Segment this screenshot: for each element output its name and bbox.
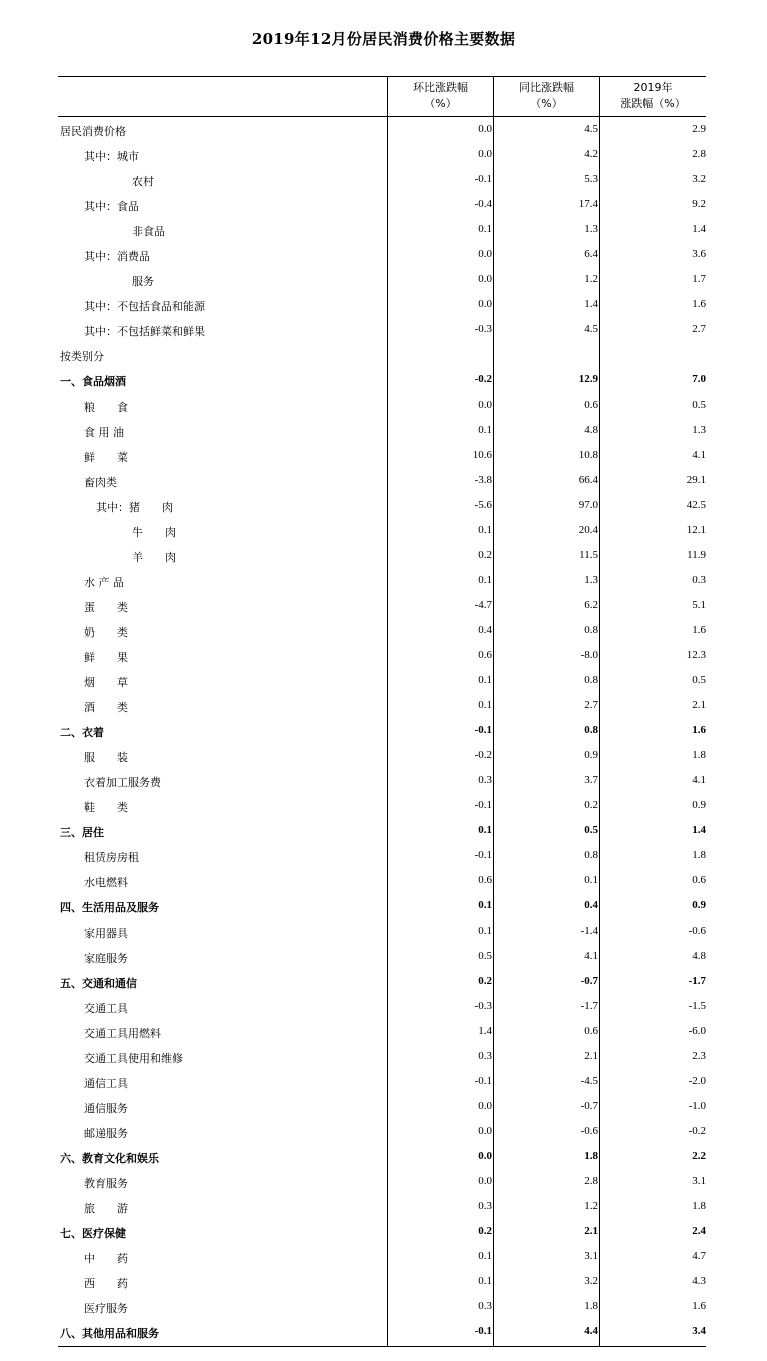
row-label: 交通工具使用和维修 xyxy=(84,1051,183,1065)
value-mom: 0.0 xyxy=(478,248,492,261)
table-row xyxy=(58,443,706,468)
value-mom: 10.6 xyxy=(472,448,492,461)
row-label: 水 产 品 xyxy=(84,575,124,589)
value-yoy: 1.4 xyxy=(584,298,598,311)
row-label: 按类别分 xyxy=(60,350,104,364)
row-label: 烟 草 xyxy=(84,676,128,690)
value-yoy: 11.5 xyxy=(579,548,598,561)
value-yoy: 1.3 xyxy=(584,573,598,586)
value-yoy: 0.9 xyxy=(584,749,598,762)
value-ytd: -0.6 xyxy=(688,924,706,937)
table-row xyxy=(58,668,706,693)
value-ytd: 2.3 xyxy=(692,1049,706,1062)
value-yoy: 0.1 xyxy=(584,874,598,887)
table-row xyxy=(58,242,706,267)
value-ytd: 2.7 xyxy=(692,323,706,336)
value-ytd: 1.7 xyxy=(692,273,706,286)
value-yoy: 4.8 xyxy=(584,423,598,436)
row-label: 其中：不包括鲜菜和鲜果 xyxy=(84,325,205,339)
value-yoy: 0.8 xyxy=(584,724,598,737)
table-row xyxy=(58,493,706,518)
row-label: 鲜 果 xyxy=(84,650,128,664)
value-ytd: 29.1 xyxy=(686,473,706,486)
value-mom: 0.0 xyxy=(478,1124,492,1137)
row-label: 其中：城市 xyxy=(84,150,139,164)
value-ytd: -6.0 xyxy=(688,1024,706,1037)
table-row xyxy=(58,1319,706,1344)
value-mom: 0.1 xyxy=(478,523,492,536)
value-yoy: -1.7 xyxy=(580,999,598,1012)
value-ytd: 1.6 xyxy=(692,1300,706,1313)
value-yoy: 4.5 xyxy=(584,323,598,336)
row-label: 非食品 xyxy=(132,225,165,239)
value-ytd: 1.8 xyxy=(692,749,706,762)
value-mom: 0.0 xyxy=(478,398,492,411)
value-mom: 1.4 xyxy=(478,1024,492,1037)
value-ytd: 4.7 xyxy=(692,1250,706,1263)
value-yoy: 0.5 xyxy=(584,824,598,837)
value-ytd: 1.6 xyxy=(692,724,706,737)
row-label: 服务 xyxy=(132,275,154,289)
value-yoy: -0.7 xyxy=(580,974,598,987)
value-yoy: -0.6 xyxy=(580,1124,598,1137)
value-ytd: 3.1 xyxy=(692,1174,706,1187)
value-mom: 0.5 xyxy=(478,949,492,962)
header-ytd xyxy=(600,80,706,112)
value-ytd: 3.4 xyxy=(692,1325,706,1338)
row-label: 居民消费价格 xyxy=(60,125,126,138)
table-row xyxy=(58,1119,706,1144)
value-yoy: 4.5 xyxy=(584,123,598,135)
value-ytd: 1.6 xyxy=(692,623,706,636)
table-row xyxy=(58,167,706,192)
page-title: 2019年12月份居民消费价格主要数据 xyxy=(251,30,516,48)
value-yoy: 97.0 xyxy=(578,498,598,511)
value-yoy: 4.4 xyxy=(584,1325,598,1338)
table-row xyxy=(58,1294,706,1319)
value-yoy: 1.2 xyxy=(584,273,598,286)
row-label: 粮 食 xyxy=(84,400,128,414)
table-row xyxy=(58,818,706,843)
value-mom: 0.1 xyxy=(478,924,492,937)
value-mom: 0.1 xyxy=(478,699,492,712)
row-label: 二、衣着 xyxy=(60,726,104,740)
header-mom-line2: （%） xyxy=(424,97,457,110)
table-row xyxy=(58,217,706,242)
value-mom: -5.6 xyxy=(474,498,492,511)
value-mom: -0.1 xyxy=(474,173,492,186)
value-yoy: 0.8 xyxy=(584,674,598,687)
value-yoy: 5.3 xyxy=(584,173,598,186)
value-ytd: 0.6 xyxy=(692,874,706,887)
value-ytd: -1.5 xyxy=(688,999,706,1012)
value-mom: 0.2 xyxy=(478,1225,492,1238)
header-mom-line1: 环比涨跌幅 xyxy=(413,81,468,94)
value-ytd: 2.2 xyxy=(692,1149,706,1162)
row-label: 交通工具用燃料 xyxy=(84,1026,161,1040)
value-ytd: 0.5 xyxy=(692,398,706,411)
value-mom: 0.0 xyxy=(478,1099,492,1112)
row-label: 教育服务 xyxy=(84,1176,128,1190)
value-mom: -0.2 xyxy=(474,373,492,386)
row-label: 一、食品烟酒 xyxy=(60,375,126,389)
value-yoy: 1.8 xyxy=(584,1300,598,1313)
value-mom: -0.1 xyxy=(474,849,492,862)
table-row xyxy=(58,1144,706,1169)
value-ytd: 12.1 xyxy=(686,523,706,536)
table-row xyxy=(58,1094,706,1119)
row-label: 牛 肉 xyxy=(132,525,176,539)
row-label: 农村 xyxy=(132,175,154,189)
header-mom xyxy=(388,80,493,112)
row-label: 交通工具 xyxy=(84,1001,128,1015)
value-yoy: 4.1 xyxy=(584,949,598,962)
row-label: 六、教育文化和娱乐 xyxy=(60,1151,159,1165)
value-ytd: 1.3 xyxy=(692,423,706,436)
row-label: 通信工具 xyxy=(84,1076,128,1090)
value-ytd: 12.3 xyxy=(686,648,706,661)
table-row xyxy=(58,768,706,793)
row-label: 中 药 xyxy=(84,1252,128,1266)
value-mom: 0.1 xyxy=(478,223,492,236)
value-yoy: 0.8 xyxy=(584,849,598,862)
row-label: 蛋 类 xyxy=(84,600,128,614)
table-row xyxy=(58,843,706,868)
row-label: 家用器具 xyxy=(84,926,128,940)
value-ytd: 4.3 xyxy=(692,1275,706,1288)
value-yoy: 1.3 xyxy=(584,223,598,236)
value-mom: -4.7 xyxy=(474,598,492,611)
value-ytd: 1.6 xyxy=(692,298,706,311)
row-label: 食 用 油 xyxy=(84,425,124,439)
value-ytd: 5.1 xyxy=(692,598,706,611)
value-mom: 0.3 xyxy=(478,1049,492,1062)
value-mom: 0.1 xyxy=(478,1250,492,1263)
row-label: 其中：不包括食品和能源 xyxy=(84,300,205,314)
value-mom: 0.6 xyxy=(478,874,492,887)
table-row xyxy=(58,793,706,818)
value-mom: 0.2 xyxy=(478,548,492,561)
table-row xyxy=(58,1069,706,1094)
value-yoy: 1.2 xyxy=(584,1200,598,1213)
row-label: 四、生活用品及服务 xyxy=(60,901,159,915)
table-row xyxy=(58,1194,706,1219)
value-ytd: -1.7 xyxy=(688,974,706,987)
value-yoy: -0.7 xyxy=(580,1099,598,1112)
value-mom: -0.3 xyxy=(474,323,492,336)
table-row xyxy=(58,292,706,317)
table-row xyxy=(58,693,706,718)
row-label: 鞋 类 xyxy=(84,801,128,815)
table-row xyxy=(58,342,706,367)
row-label: 鲜 菜 xyxy=(84,450,128,464)
value-mom: -0.3 xyxy=(474,999,492,1012)
value-yoy: 3.1 xyxy=(584,1250,598,1263)
value-mom: 0.1 xyxy=(478,573,492,586)
value-yoy: 2.1 xyxy=(584,1225,598,1238)
value-ytd: 0.3 xyxy=(692,573,706,586)
value-mom: -0.1 xyxy=(474,1074,492,1087)
row-label: 家庭服务 xyxy=(84,951,128,965)
value-ytd: -2.0 xyxy=(688,1074,706,1087)
row-label: 通信服务 xyxy=(84,1101,128,1115)
value-yoy: 2.1 xyxy=(584,1049,598,1062)
value-yoy: 0.6 xyxy=(584,398,598,411)
value-mom: 0.1 xyxy=(478,899,492,912)
table-row xyxy=(58,593,706,618)
table-row xyxy=(58,1244,706,1269)
value-mom: 0.0 xyxy=(478,273,492,286)
value-yoy: 0.2 xyxy=(584,799,598,812)
row-label: 其中：食品 xyxy=(84,200,139,214)
value-yoy: -4.5 xyxy=(580,1074,598,1087)
value-mom: 0.1 xyxy=(478,1275,492,1288)
table-row xyxy=(58,367,706,392)
value-yoy: 0.6 xyxy=(584,1024,598,1037)
value-ytd: 1.4 xyxy=(692,824,706,837)
value-mom: 0.3 xyxy=(478,1300,492,1313)
value-yoy: 3.2 xyxy=(584,1275,598,1288)
table-row xyxy=(58,1019,706,1044)
value-mom: 0.3 xyxy=(478,774,492,787)
row-label: 其中：消费品 xyxy=(84,250,150,264)
row-label: 服 装 xyxy=(84,751,128,765)
value-mom: -0.1 xyxy=(474,1325,492,1338)
row-label: 三、居住 xyxy=(60,826,104,840)
value-ytd: 4.1 xyxy=(692,448,706,461)
table-body xyxy=(58,117,706,1344)
header-yoy-line2: （%） xyxy=(530,97,563,110)
value-yoy: -8.0 xyxy=(580,648,598,661)
header-ytd-line2: 涨跌幅（%） xyxy=(620,97,686,110)
row-label: 畜肉类 xyxy=(84,475,117,489)
value-mom: 0.6 xyxy=(478,648,492,661)
row-label: 旅 游 xyxy=(84,1202,128,1216)
value-mom: 0.4 xyxy=(478,623,492,636)
value-mom: 0.1 xyxy=(478,423,492,436)
value-mom: -0.1 xyxy=(474,799,492,812)
value-yoy: 4.2 xyxy=(584,148,598,161)
table-row xyxy=(58,618,706,643)
value-ytd: -1.0 xyxy=(688,1099,706,1112)
table-row xyxy=(58,718,706,743)
table-row xyxy=(58,543,706,568)
table-row xyxy=(58,1219,706,1244)
value-ytd: 9.2 xyxy=(692,198,706,211)
value-yoy: 17.4 xyxy=(578,198,598,211)
value-yoy: 10.8 xyxy=(578,448,598,461)
value-yoy: 66.4 xyxy=(578,473,598,486)
header-yoy-line1: 同比涨跌幅 xyxy=(519,81,574,94)
value-yoy: 2.8 xyxy=(584,1174,598,1187)
value-ytd: 3.2 xyxy=(692,173,706,186)
row-label: 其中：猪 肉 xyxy=(96,500,173,514)
table-row xyxy=(58,919,706,944)
value-yoy: 0.4 xyxy=(584,899,598,912)
value-mom: 0.3 xyxy=(478,1200,492,1213)
row-label: 西 药 xyxy=(84,1277,128,1291)
row-label: 七、医疗保健 xyxy=(60,1227,126,1241)
table-row xyxy=(58,969,706,994)
row-label: 奶 类 xyxy=(84,625,128,639)
row-label: 医疗服务 xyxy=(84,1302,128,1316)
value-mom: -0.1 xyxy=(474,724,492,737)
table-row xyxy=(58,944,706,969)
value-ytd: 4.8 xyxy=(692,949,706,962)
value-ytd: 1.4 xyxy=(692,223,706,236)
value-ytd: 4.1 xyxy=(692,774,706,787)
table-row xyxy=(58,893,706,918)
table-row xyxy=(58,643,706,668)
table-row xyxy=(58,117,706,142)
value-ytd: 11.9 xyxy=(687,548,706,561)
table-row xyxy=(58,518,706,543)
value-ytd: 42.5 xyxy=(686,498,706,511)
value-ytd: 3.6 xyxy=(692,248,706,261)
value-ytd: -0.2 xyxy=(688,1124,706,1137)
value-mom: -0.2 xyxy=(474,749,492,762)
value-yoy: 20.4 xyxy=(578,523,598,536)
value-ytd: 7.0 xyxy=(692,373,706,386)
value-mom: -0.4 xyxy=(474,198,492,211)
value-mom: 0.0 xyxy=(478,148,492,161)
value-ytd: 0.5 xyxy=(692,674,706,687)
row-label: 八、其他用品和服务 xyxy=(60,1327,159,1341)
table-row xyxy=(58,468,706,493)
table-bottom-rule xyxy=(58,1346,706,1347)
value-mom: 0.0 xyxy=(478,123,492,135)
table-row xyxy=(58,994,706,1019)
table-row xyxy=(58,317,706,342)
value-ytd: 0.9 xyxy=(692,899,706,912)
value-yoy: 3.7 xyxy=(584,774,598,787)
table-row xyxy=(58,1044,706,1069)
value-ytd: 2.9 xyxy=(692,123,706,135)
header-ytd-line1: 2019年 xyxy=(633,81,673,94)
value-yoy: 0.8 xyxy=(584,623,598,636)
value-mom: 0.1 xyxy=(478,674,492,687)
row-label: 衣着加工服务费 xyxy=(84,776,161,790)
header-yoy xyxy=(494,80,599,112)
value-mom: -3.8 xyxy=(474,473,492,486)
table-row xyxy=(58,743,706,768)
table-row xyxy=(58,142,706,167)
value-mom: 0.2 xyxy=(478,974,492,987)
value-ytd: 1.8 xyxy=(692,849,706,862)
value-mom: 0.0 xyxy=(478,1174,492,1187)
value-yoy: 6.2 xyxy=(584,598,598,611)
value-mom: 0.0 xyxy=(478,1149,492,1162)
value-yoy: -1.4 xyxy=(580,924,598,937)
row-label: 酒 类 xyxy=(84,701,128,715)
row-label: 水电燃料 xyxy=(84,876,128,890)
table-top-rule xyxy=(58,76,706,77)
row-label: 五、交通和通信 xyxy=(60,976,137,990)
value-yoy: 2.7 xyxy=(584,699,598,712)
table-row xyxy=(58,267,706,292)
value-yoy: 6.4 xyxy=(584,248,598,261)
table-row xyxy=(58,568,706,593)
value-mom: 0.0 xyxy=(478,298,492,311)
value-ytd: 1.8 xyxy=(692,1200,706,1213)
table-row xyxy=(58,192,706,217)
value-ytd: 0.9 xyxy=(692,799,706,812)
row-label: 邮递服务 xyxy=(84,1126,128,1140)
value-ytd: 2.1 xyxy=(692,699,706,712)
row-label: 羊 肉 xyxy=(132,550,176,564)
value-yoy: 1.8 xyxy=(584,1149,598,1162)
table-row xyxy=(58,418,706,443)
row-label: 租赁房房租 xyxy=(84,851,139,865)
table-row xyxy=(58,393,706,418)
table-row xyxy=(58,1269,706,1294)
value-yoy: 12.9 xyxy=(578,373,598,386)
table-row xyxy=(58,868,706,893)
value-ytd: 2.4 xyxy=(692,1225,706,1238)
table-row xyxy=(58,1169,706,1194)
value-mom: 0.1 xyxy=(478,824,492,837)
value-ytd: 2.8 xyxy=(692,148,706,161)
